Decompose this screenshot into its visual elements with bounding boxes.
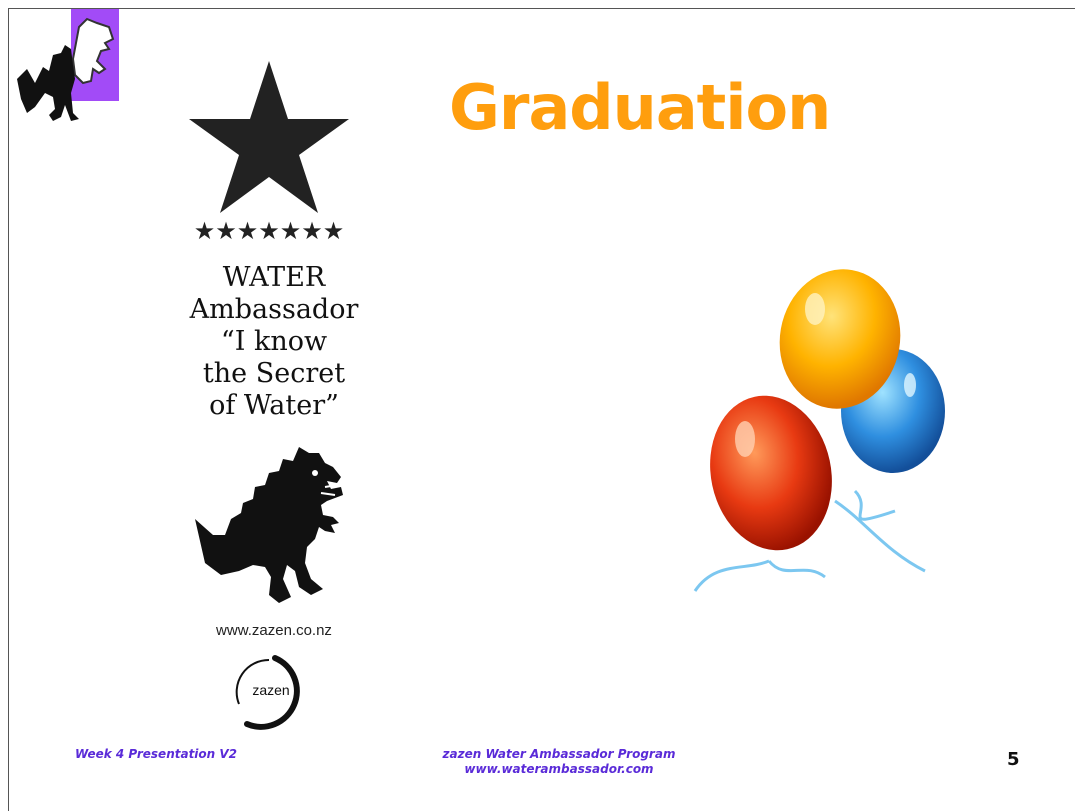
slide-title: Graduation xyxy=(449,71,831,144)
page-number: 5 xyxy=(1007,749,1020,770)
badge-line: Ambassador xyxy=(189,294,359,325)
zazen-logo-text: zazen xyxy=(252,682,290,698)
star-icon xyxy=(187,57,351,217)
badge-line: of Water” xyxy=(209,390,339,421)
footer-website: www.waterambassador.com xyxy=(464,762,654,776)
balloons-image xyxy=(685,261,955,611)
water-ambassador-badge xyxy=(179,54,369,744)
footer-presentation-label: Week 4 Presentation V2 xyxy=(75,747,238,761)
corner-dinosaur-icon xyxy=(13,9,123,129)
slide xyxy=(8,8,1075,811)
small-stars-row: ★★★★★★★ xyxy=(193,217,345,245)
corner-dinosaur-logo xyxy=(13,9,123,129)
badge-text xyxy=(179,262,369,422)
badge-line: WATER xyxy=(222,262,326,293)
footer-program-name: zazen Water Ambassador Program xyxy=(442,747,676,761)
badge-url: www.zazen.co.nz xyxy=(216,622,332,639)
footer-program-info xyxy=(409,747,709,777)
dinosaur-icon xyxy=(191,439,351,609)
badge-line: the Secret xyxy=(202,358,346,389)
badge-line: “I know xyxy=(220,326,328,357)
